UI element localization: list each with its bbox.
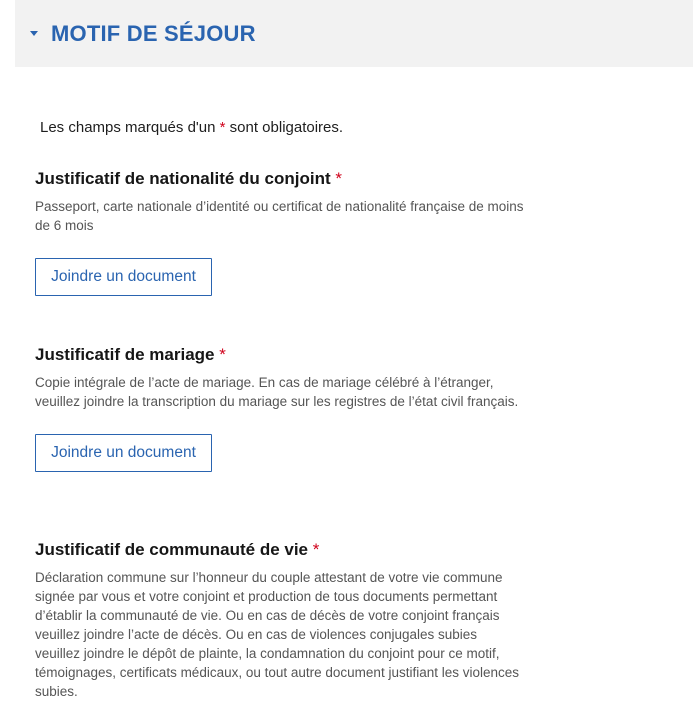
- field-label-text: Justificatif de communauté de vie: [35, 540, 309, 559]
- required-star: *: [219, 345, 226, 364]
- attach-document-button[interactable]: Joindre un document: [35, 258, 212, 296]
- field-nationality-proof: [35, 168, 525, 296]
- mandatory-note-text-before: Les champs marqués d'un: [40, 119, 220, 136]
- field-label: [35, 539, 525, 561]
- field-label: [35, 344, 525, 366]
- mandatory-note-text-after: sont obligatoires.: [225, 119, 344, 136]
- field-label-text: Justificatif de nationalité du conjoint: [35, 169, 331, 188]
- mandatory-fields-note: [40, 119, 343, 136]
- field-help-text: Passeport, carte nationale d’identité ou certificat de nationalité française de moins de 6 mois: [35, 199, 524, 233]
- field-label-text: Justificatif de mariage: [35, 345, 215, 364]
- field-help-text: Copie intégrale de l’acte de mariage. En cas de mariage célébré à l’étranger, veuillez joindre la transcription du mariage sur les registres de l’état civil français.: [35, 375, 519, 409]
- caret-down-icon[interactable]: [30, 31, 38, 36]
- section-title: MOTIF DE SÉJOUR: [51, 20, 256, 46]
- section-header-motif-de-sejour[interactable]: [15, 0, 693, 67]
- field-help-text: Déclaration commune sur l’honneur du couple attestant de votre vie commune signée par vous et votre conjoint et production de tous documents permettant d’établir la communauté de vie. Ou en cas de décès de votre conjoint français veuillez joindre l’acte de décès. Ou en cas de violences conjugales subies veuillez joindre le dépôt de plainte, la condamnation du conjoint pour ce motif, témoignages, certificats médicaux, ou tout autre document justifiant les violences subies.: [35, 570, 520, 699]
- attach-document-button[interactable]: Joindre un document: [35, 434, 212, 472]
- required-star: *: [312, 540, 320, 559]
- field-label: [35, 168, 525, 190]
- required-star: *: [219, 119, 226, 136]
- required-star: *: [335, 169, 342, 188]
- field-life-community-proof: [35, 539, 525, 701]
- field-marriage-proof: [35, 344, 525, 472]
